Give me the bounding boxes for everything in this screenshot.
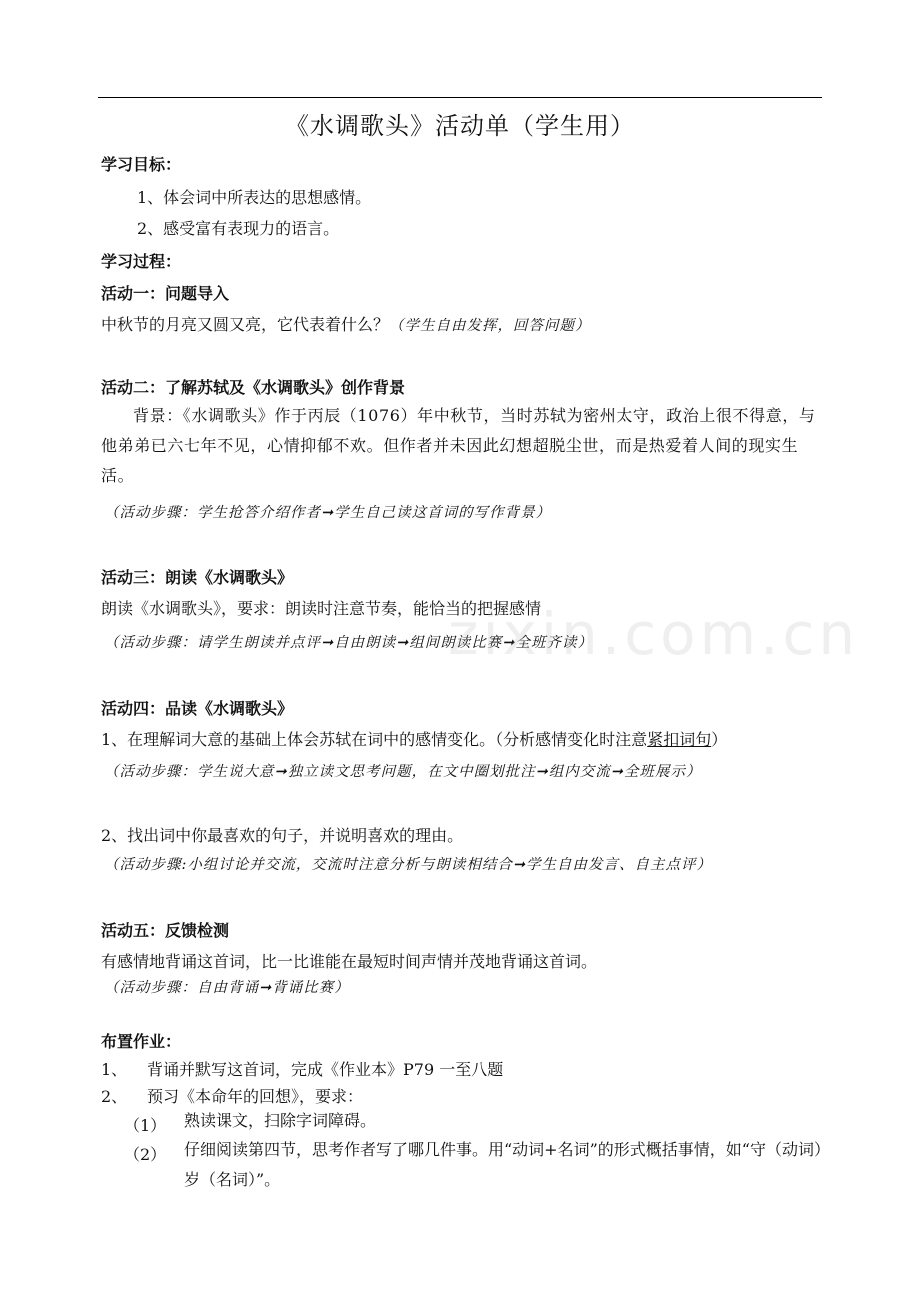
goals-heading: 学习目标： — [101, 155, 182, 174]
homework-item-2 — [101, 1084, 363, 1107]
activity4-steps1: （活动步骤：学生说大意➞独立读文思考问题，在文中圈划批注➞组内交流➞全班展示） — [104, 764, 702, 780]
activity2-steps: （活动步骤：学生抢答介绍作者➞学生自己读这首词的写作背景） — [104, 505, 552, 521]
activity5-steps: （活动步骤：自由背诵➞背诵比赛） — [104, 980, 350, 996]
process-heading: 学习过程： — [101, 252, 182, 271]
activity4-item1-end: ） — [711, 730, 728, 749]
homework-heading: 布置作业： — [101, 1032, 182, 1051]
activity3-steps: （活动步骤：请学生朗读并点评➞自由朗读➞组间朗读比赛➞全班齐读） — [104, 635, 593, 651]
activity1-heading: 活动一：问题导入 — [101, 284, 230, 303]
activity3-heading: 活动三：朗读《水调歌头》 — [101, 568, 294, 587]
homework-sub2-text: 仔细阅读第四节，思考作者写了哪几件事。用“动词+名词”的形式概括事情，如“守（动词）岁（名词）”。 — [184, 1140, 822, 1189]
activity5-text: 有感情地背诵这首词，比一比谁能在最短时间声情并茂地背诵这首词。 — [101, 952, 598, 971]
homework-sub1-number: （1） — [124, 1116, 167, 1135]
homework-sub2-number: （2） — [124, 1145, 167, 1164]
homework-item-2-text: 预习《本命年的回想》，要求： — [147, 1087, 364, 1106]
homework-item-1-number: 1、 — [101, 1060, 128, 1079]
homework-item-1 — [101, 1057, 503, 1080]
activity4-item1-text: 1、在理解词大意的基础上体会苏轼在词中的感情变化。（分析感情变化时注意 — [101, 730, 648, 749]
goal-item-2: 2、感受富有表现力的语言。 — [137, 219, 340, 238]
activity4-item1 — [101, 727, 727, 750]
activity4-item1-underlined: 紧扣词句 — [647, 730, 712, 749]
activity1-note: （学生自由发挥，回答问题） — [389, 318, 591, 334]
activity1-text — [101, 312, 591, 335]
activity2-heading: 活动二：了解苏轼及《水调歌头》创作背景 — [101, 378, 406, 397]
homework-item-1-text: 背诵并默写这首词，完成《作业本》P79 一至八题 — [147, 1060, 504, 1079]
activity4-item2: 2、找出词中你最喜欢的句子，并说明喜欢的理由。 — [101, 826, 464, 845]
activity2-background: 背景：《水调歌头》作于丙辰（1076）年中秋节，当时苏轼为密州太守，政治上很不得意，与他弟弟已六七年不见，心情抑郁不欢。但作者并未因此幻想超脱尘世，而是热爱着人间的现实生活。 — [101, 406, 816, 485]
page-title: 《水调歌头》活动单（学生用） — [285, 112, 635, 140]
activity4-steps2: （活动步骤:小组讨论并交流，交流时注意分析与朗读相结合➞学生自由发言、自主点评） — [104, 857, 713, 873]
watermark: zixin.com.cn — [448, 600, 860, 668]
activity4-heading: 活动四：品读《水调歌头》 — [101, 699, 294, 718]
header-rule — [98, 97, 822, 98]
homework-sub1-text: 熟读课文，扫除字词障碍。 — [184, 1111, 377, 1130]
activity5-heading: 活动五：反馈检测 — [101, 921, 230, 940]
activity1-question: 中秋节的月亮又圆又亮，它代表着什么？ — [101, 315, 390, 334]
goal-item-1: 1、体会词中所表达的思想感情。 — [137, 188, 372, 207]
homework-item-2-number: 2、 — [101, 1087, 128, 1106]
activity3-text: 朗读《水调歌头》，要求：朗读时注意节奏，能恰当的把握感情 — [101, 599, 542, 618]
